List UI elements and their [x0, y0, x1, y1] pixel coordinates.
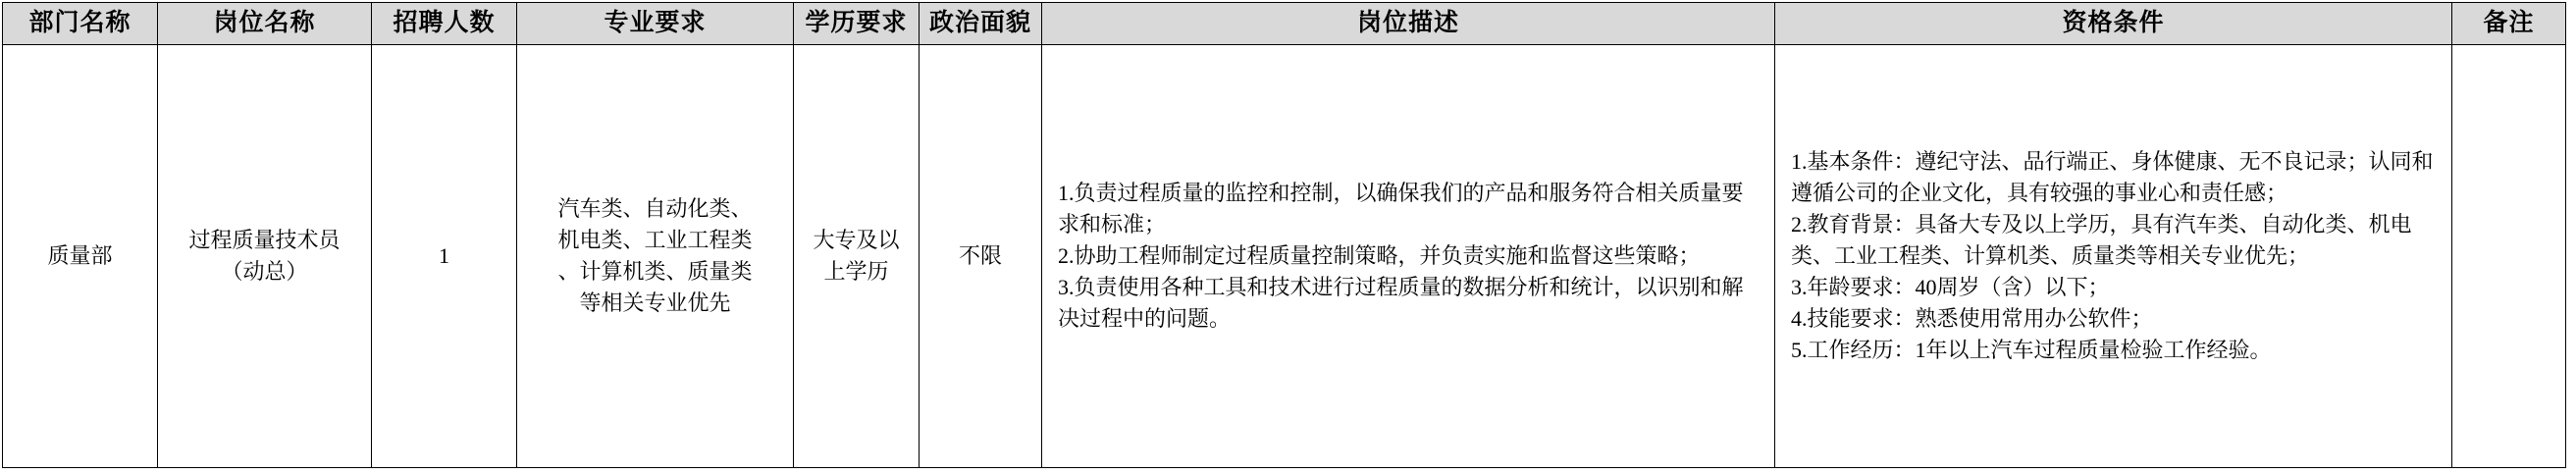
- header-headcount: 招聘人数: [372, 3, 517, 45]
- position-line-1: 过程质量技术员: [188, 228, 341, 253]
- cell-remark: [2452, 45, 2566, 468]
- qualifications-text: [1775, 146, 2451, 365]
- qualification-item-3: 3.年龄要求：40周岁（含）以下；: [1791, 274, 2110, 299]
- education-line-1: 大专及以: [813, 228, 900, 253]
- qualification-item-1: 1.基本条件：遵纪守法、品行端正、身体健康、无不良记录；认同和遵循公司的企业文化，具有较强的事业心和责任感；: [1791, 149, 2434, 206]
- header-remark: 备注: [2452, 3, 2566, 45]
- header-qualifications: 资格条件: [1775, 3, 2452, 45]
- header-job-description: 岗位描述: [1042, 3, 1775, 45]
- header-major: 专业要求: [517, 3, 794, 45]
- job-description-item-2: 2.协助工程师制定过程质量控制策略，并负责实施和监督这些策略；: [1058, 243, 1701, 269]
- cell-position: [158, 45, 372, 468]
- table-row: [3, 45, 2566, 468]
- qualification-item-5: 5.工作经历：1年以上汽车过程质量检验工作经验。: [1791, 337, 2272, 362]
- job-posting-sheet: [0, 2, 2576, 474]
- cell-qualifications: [1775, 45, 2452, 468]
- major-line-4: 等相关专业优先: [579, 290, 731, 315]
- major-line-2: 机电类、工业工程类: [557, 228, 753, 253]
- cell-major: [517, 45, 794, 468]
- cell-education: [794, 45, 920, 468]
- table-header-row: [3, 3, 2566, 45]
- cell-department: 质量部: [3, 45, 158, 468]
- header-education: 学历要求: [794, 3, 920, 45]
- cell-political-status: 不限: [920, 45, 1042, 468]
- job-table: [2, 2, 2566, 468]
- qualification-item-2: 2.教育背景：具备大专及以上学历，具有汽车类、自动化类、机电类、工业工程类、计算机类、质量类等相关专业优先；: [1791, 212, 2412, 269]
- header-political-status: 政治面貌: [920, 3, 1042, 45]
- job-description-item-3: 3.负责使用各种工具和技术进行过程质量的数据分析和统计，以识别和解决过程中的问题。: [1058, 274, 1744, 331]
- qualification-item-4: 4.技能要求：熟悉使用常用办公软件；: [1791, 305, 2153, 331]
- major-line-3: 、计算机类、质量类: [557, 259, 753, 284]
- cell-headcount: 1: [372, 45, 517, 468]
- header-department: 部门名称: [3, 3, 158, 45]
- job-description-item-1: 1.负责过程质量的监控和控制，以确保我们的产品和服务符合相关质量要求和标准；: [1058, 181, 1744, 237]
- cell-job-description: [1042, 45, 1775, 468]
- education-line-2: 上学历: [823, 259, 889, 284]
- position-line-2: （动总）: [221, 259, 308, 284]
- major-line-1: 汽车类、自动化类、: [557, 196, 753, 222]
- header-position: 岗位名称: [158, 3, 372, 45]
- job-description-text: [1042, 178, 1774, 334]
